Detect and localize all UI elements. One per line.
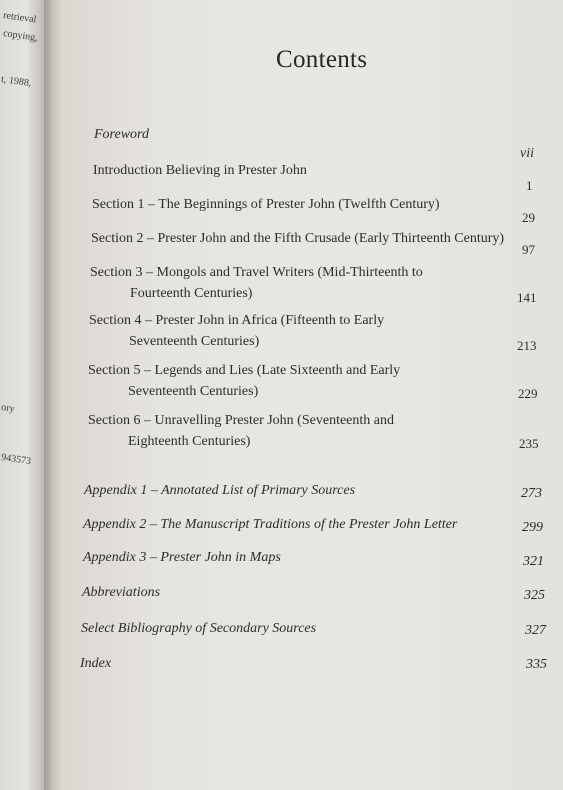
toc-entry-line: Section 1 – The Beginnings of Prester John (Twelfth Century) (92, 197, 440, 212)
toc-page-number: 273 (521, 486, 542, 501)
toc-entry-line: Seventeenth Centuries) (128, 384, 259, 399)
facing-page-fragment: t, 1988, (0, 74, 32, 90)
toc-entry-line: Fourteenth Centuries) (130, 286, 253, 301)
toc-page-number: 1 (526, 178, 533, 193)
toc-page-number: 325 (524, 588, 545, 603)
facing-page-fragment: copying, (2, 28, 39, 44)
toc-entry-section (89, 310, 384, 352)
toc-page-number: 235 (519, 436, 539, 451)
facing-page-fragment: retrieval (2, 10, 37, 26)
toc-entry-line: Eighteenth Centuries) (128, 434, 251, 449)
toc-entry-line: Section 4 – Prester John in Africa (Fifteenth to Early (89, 313, 385, 328)
toc-entry-appendix: Appendix 2 – The Manuscript Traditions of the Prester John Letter (83, 517, 458, 532)
toc-entry-section (88, 360, 400, 402)
toc-page-number: 229 (518, 386, 538, 401)
toc-entry-abbreviations: Abbreviations (82, 585, 161, 600)
toc-page-number: 335 (526, 657, 547, 672)
toc-entry-section (91, 228, 504, 249)
toc-entry-foreword: Foreword (94, 127, 149, 142)
toc-entry-line: Section 3 – Mongols and Travel Writers (Mid-Thirteenth to (90, 265, 423, 280)
toc-entry-appendix: Appendix 3 – Prester John in Maps (83, 550, 281, 565)
toc-entry-line: Section 5 – Legends and Lies (Late Sixteenth and Early (88, 363, 401, 378)
toc-entry-section (90, 262, 423, 304)
toc-entry-section (88, 410, 394, 452)
toc-page-number: 141 (517, 290, 537, 305)
toc-page-number: 97 (522, 242, 535, 257)
facing-page-edge (0, 0, 44, 790)
toc-page-number: 327 (525, 623, 546, 638)
toc-page-number: 213 (517, 338, 537, 353)
toc-page-number: 29 (522, 210, 535, 225)
toc-page-number: 299 (522, 520, 543, 535)
toc-entry-index: Index (80, 656, 112, 671)
toc-entry-line: Section 2 – Prester John and the Fifth Crusade (Early Thirteenth Century) (91, 231, 505, 246)
toc-entry-introduction: Introduction Believing in Prester John (93, 163, 307, 178)
page-title: Contents (276, 46, 368, 73)
toc-entry-line: Seventeenth Centuries) (129, 334, 260, 349)
facing-page-fragment: ory (0, 402, 16, 415)
book-gutter (44, 0, 62, 790)
toc-page-number: vii (520, 146, 534, 161)
facing-page-fragment: 943573 (0, 452, 32, 468)
toc-entry-line: Section 6 – Unravelling Prester John (Seventeenth and (88, 413, 394, 428)
toc-entry-appendix: Appendix 1 – Annotated List of Primary Sources (84, 483, 356, 498)
toc-page-number: 321 (523, 554, 544, 569)
toc-entry-section (92, 194, 440, 215)
toc-entry-bibliography: Select Bibliography of Secondary Sources (81, 621, 317, 636)
